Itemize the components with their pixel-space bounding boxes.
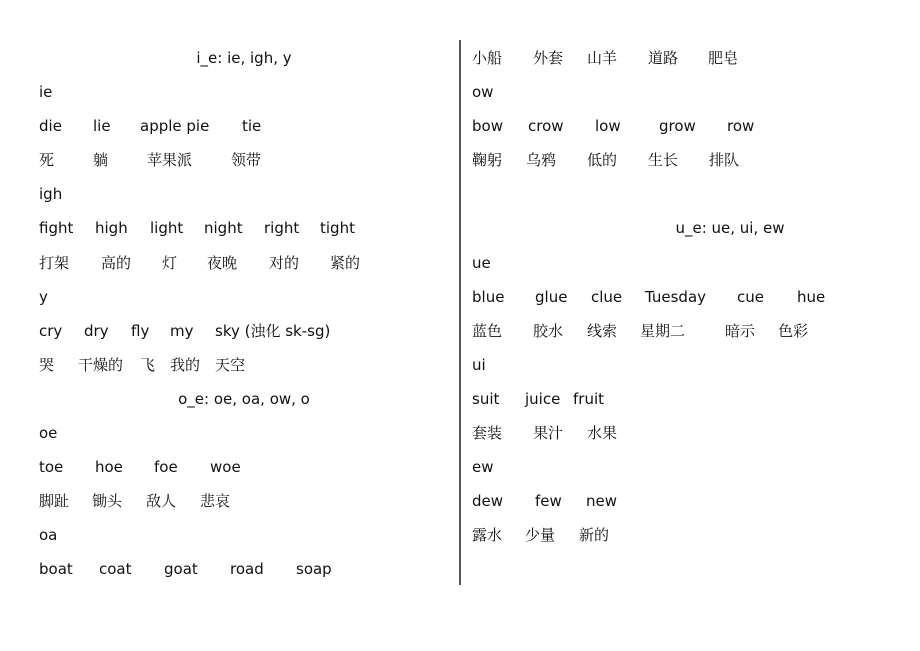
label-ow: ow <box>472 83 494 101</box>
word: 道路 <box>648 49 679 67</box>
word: 露水 <box>472 526 503 544</box>
word: 鞠躬 <box>472 151 503 169</box>
word: fruit <box>573 390 605 408</box>
word: 夜晚 <box>207 254 238 272</box>
word: sky (浊化 sk-sg) <box>215 322 331 340</box>
word: cry <box>39 322 63 340</box>
word: grow <box>659 117 696 135</box>
word: new <box>586 492 618 510</box>
label-ui: ui <box>472 356 486 374</box>
word: cue <box>737 288 764 306</box>
label-ue: ue <box>472 254 491 272</box>
word: row <box>727 117 755 135</box>
word: fly <box>131 322 150 340</box>
word: 山羊 <box>587 49 618 67</box>
word: tight <box>320 219 355 237</box>
word: fight <box>39 219 74 237</box>
heading-i-e: i_e: ie, igh, y <box>196 49 292 67</box>
label-igh: igh <box>39 185 63 203</box>
word: goat <box>164 560 198 578</box>
word: boat <box>39 560 73 578</box>
word: Tuesday <box>645 288 707 306</box>
word: 肥皂 <box>708 49 739 67</box>
word: few <box>535 492 562 510</box>
word: low <box>595 117 621 135</box>
word: 外套 <box>533 49 564 67</box>
word: 蓝色 <box>472 322 503 340</box>
word: right <box>264 219 300 237</box>
word: 星期二 <box>640 322 686 340</box>
word: juice <box>525 390 561 408</box>
word: 小船 <box>472 49 503 67</box>
heading-o-e: o_e: oe, oa, ow, o <box>178 390 310 408</box>
word: my <box>170 322 194 340</box>
heading-u-e: u_e: ue, ui, ew <box>675 219 785 237</box>
word: clue <box>591 288 623 306</box>
word: 对的 <box>269 254 300 272</box>
word: 高的 <box>101 254 132 272</box>
word: 我的 <box>170 356 201 374</box>
word: 胶水 <box>533 322 564 340</box>
word: 飞 <box>140 356 156 374</box>
word: soap <box>296 560 332 578</box>
word: coat <box>99 560 132 578</box>
word: 灯 <box>162 254 178 272</box>
label-oe: oe <box>39 424 58 442</box>
word: 干燥的 <box>78 356 124 374</box>
word: 排队 <box>709 151 740 169</box>
word: 紧的 <box>330 254 361 272</box>
word: toe <box>39 458 64 476</box>
word: high <box>95 219 128 237</box>
word: 打架 <box>39 254 70 272</box>
word: 生长 <box>648 151 679 169</box>
label-oa: oa <box>39 526 58 544</box>
label-ie: ie <box>39 83 53 101</box>
word: 水果 <box>587 424 618 442</box>
word: suit <box>472 390 500 408</box>
word: tie <box>242 117 262 135</box>
word: 躺 <box>93 151 109 169</box>
word: hoe <box>95 458 123 476</box>
word: 悲哀 <box>200 492 231 510</box>
word: 套装 <box>472 424 503 442</box>
label-y: y <box>39 288 48 306</box>
label-ew: ew <box>472 458 494 476</box>
word: 脚趾 <box>39 492 70 510</box>
word: blue <box>472 288 505 306</box>
word: 苹果派 <box>147 151 193 169</box>
word: 乌鸦 <box>526 151 557 169</box>
word: 哭 <box>39 356 55 374</box>
word: 色彩 <box>778 322 809 340</box>
word: dew <box>472 492 504 510</box>
word: lie <box>93 117 111 135</box>
word: glue <box>535 288 568 306</box>
word: hue <box>797 288 826 306</box>
word: 低的 <box>587 151 618 169</box>
word: die <box>39 117 62 135</box>
word: light <box>150 219 184 237</box>
word: 新的 <box>579 526 610 544</box>
word: 果汁 <box>533 424 564 442</box>
word: woe <box>210 458 241 476</box>
word: 线索 <box>587 322 618 340</box>
column-divider <box>459 40 461 585</box>
word: road <box>230 560 264 578</box>
word: night <box>204 219 243 237</box>
word: 天空 <box>215 356 246 374</box>
word: 敌人 <box>146 492 177 510</box>
word: bow <box>472 117 503 135</box>
word: foe <box>154 458 178 476</box>
word: dry <box>84 322 109 340</box>
word: apple pie <box>140 117 210 135</box>
word: 死 <box>39 151 55 169</box>
word: 暗示 <box>725 322 756 340</box>
word: 少量 <box>525 526 556 544</box>
word: 领带 <box>231 151 262 169</box>
word: 锄头 <box>92 492 123 510</box>
word: crow <box>528 117 564 135</box>
